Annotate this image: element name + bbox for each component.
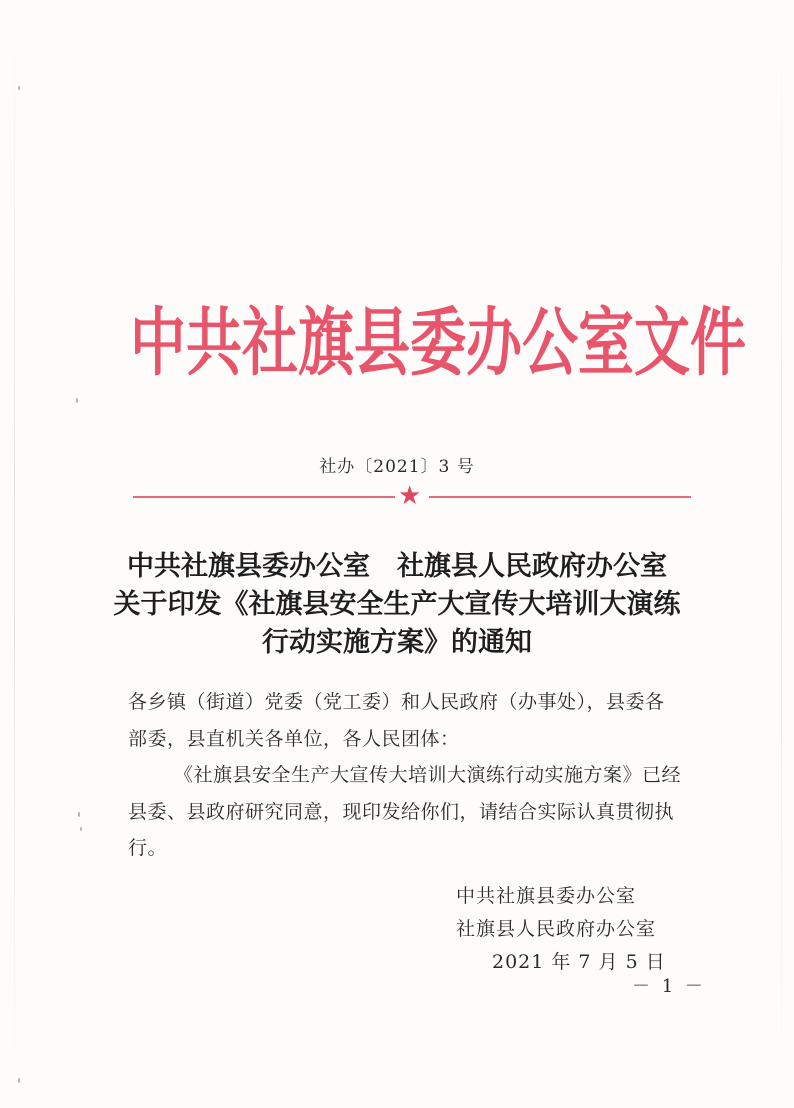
red-rule-left: [133, 496, 395, 498]
body-line: 县委、县政府研究同意，现印发给你们，请结合实际认真贯彻执: [128, 800, 675, 823]
scan-speck: [78, 812, 80, 817]
scan-speck: [80, 827, 82, 831]
scan-edge-left: [14, 0, 15, 1108]
document-masthead: 中共社旗县委办公室文件: [130, 299, 746, 387]
scan-speck: [76, 398, 78, 403]
scan-speck: [18, 86, 20, 90]
signature-org: 中共社旗县委办公室: [456, 885, 637, 907]
signature-org: 社旗县人民政府办公室: [456, 918, 657, 940]
recipients-line: 部委，县直机关各单位，各人民团体：: [128, 727, 460, 750]
document-body: [128, 684, 708, 867]
signature-block: [456, 880, 666, 979]
recipients-line: 各乡镇（街道）党委（党工委）和人民政府（办事处），县委各: [128, 691, 665, 713]
scan-edge-right: [781, 0, 782, 1108]
signature-date: 2021 年 7 月 5 日: [492, 951, 666, 973]
scan-speck: [18, 1078, 20, 1083]
red-rule-right: [429, 496, 691, 498]
title-line: 行动实施方案》的通知: [262, 627, 532, 658]
title-line: 关于印发《社旗县安全生产大宣传大培训大演练: [113, 589, 681, 620]
title-line: 中共社旗县委办公室 社旗县人民政府办公室: [127, 551, 667, 582]
body-line: 《社旗县安全生产大宣传大培训大演练行动实施方案》已经: [174, 764, 682, 786]
star-icon: ★: [398, 481, 422, 511]
document-number: 社办〔2021〕3 号: [319, 457, 475, 477]
body-line: 行。: [128, 837, 168, 859]
document-title: [90, 548, 704, 662]
page-number: － 1 －: [632, 976, 706, 997]
